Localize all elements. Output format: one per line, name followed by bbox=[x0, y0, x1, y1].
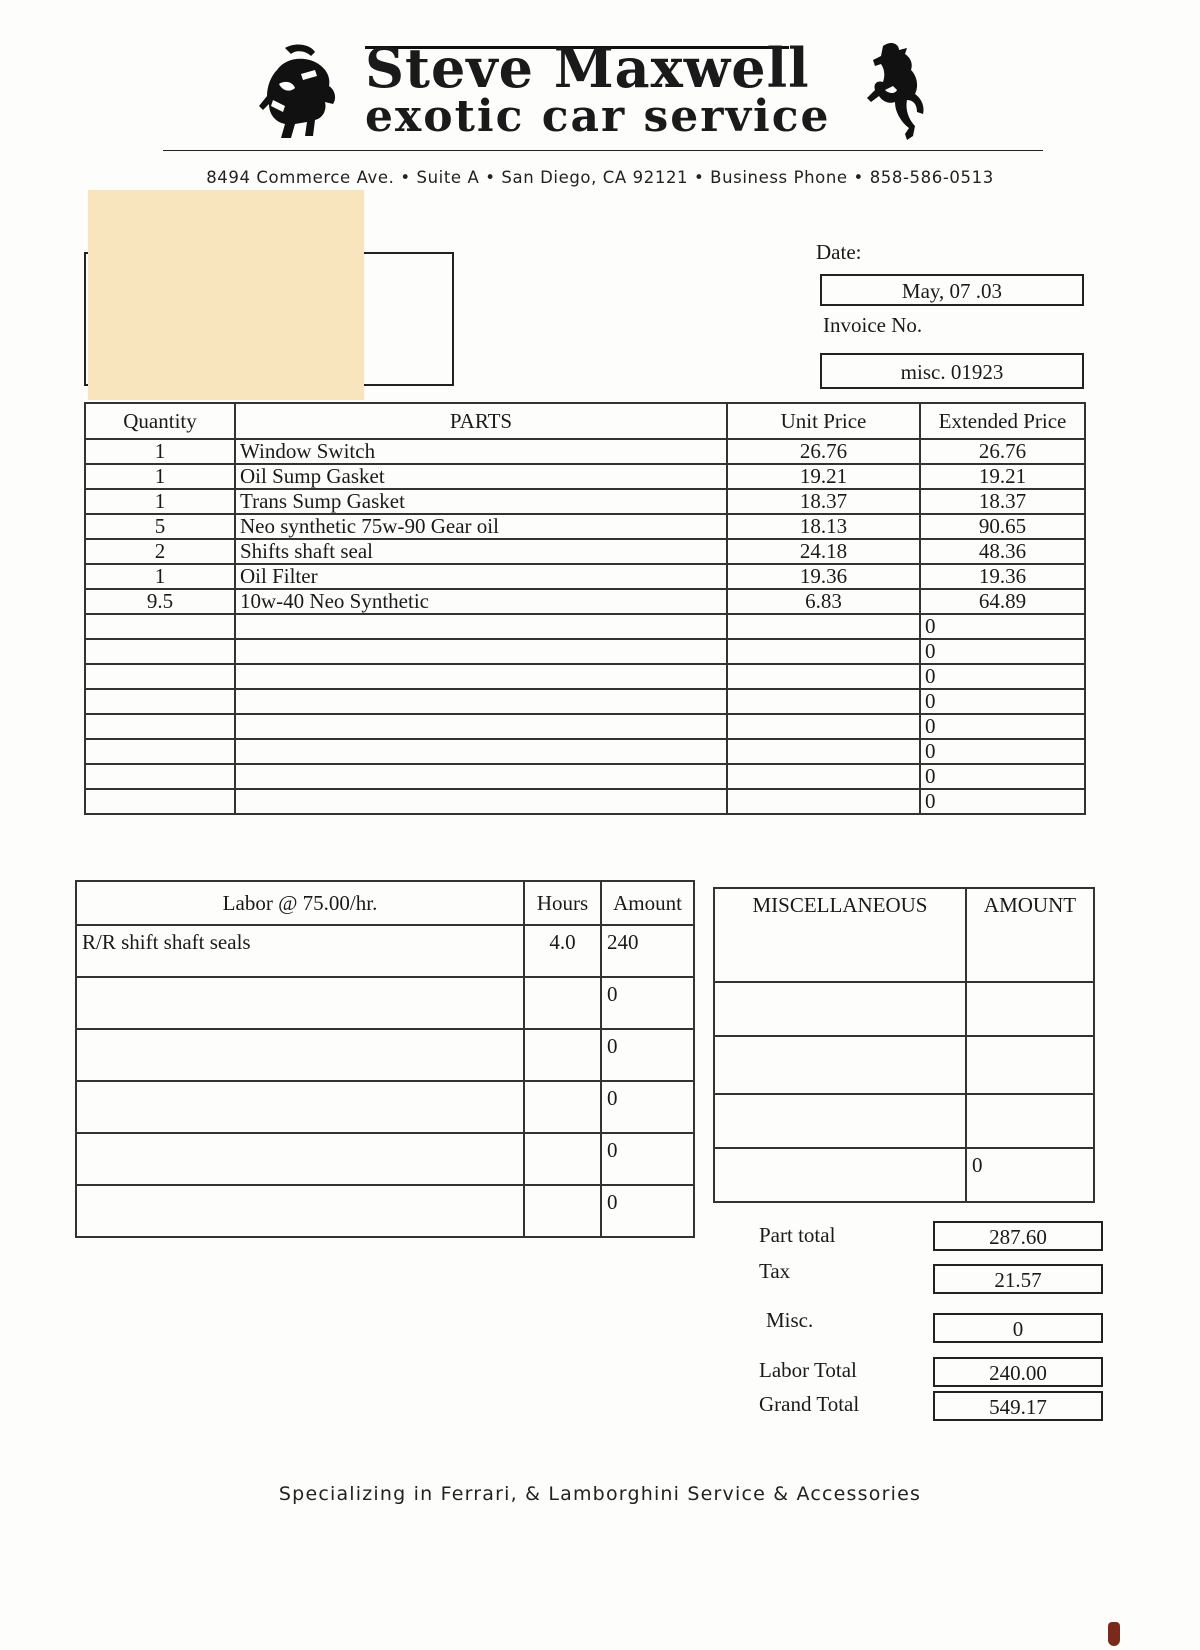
unit-price-cell bbox=[727, 764, 920, 789]
labor-total-field: 240.00 bbox=[933, 1357, 1103, 1387]
labor-header-row bbox=[76, 881, 694, 925]
qty-cell: 9.5 bbox=[85, 589, 235, 614]
ext-price-cell: 0 bbox=[920, 639, 1085, 664]
table-row bbox=[85, 664, 1085, 689]
table-row bbox=[714, 1094, 1094, 1148]
header-rule bbox=[163, 150, 1043, 151]
labor-desc-cell bbox=[76, 1185, 524, 1237]
amount-cell: 0 bbox=[601, 1029, 694, 1081]
qty-cell: 1 bbox=[85, 439, 235, 464]
labor-desc-cell bbox=[76, 1133, 524, 1185]
qty-cell: 2 bbox=[85, 539, 235, 564]
qty-cell bbox=[85, 789, 235, 814]
table-row bbox=[76, 1081, 694, 1133]
date-label: Date: bbox=[816, 240, 862, 264]
qty-cell: 1 bbox=[85, 564, 235, 589]
invoice-number-label: Invoice No. bbox=[823, 313, 923, 337]
ext-price-cell: 19.21 bbox=[920, 464, 1085, 489]
table-row bbox=[85, 514, 1085, 539]
part-cell: Oil Sump Gasket bbox=[235, 464, 727, 489]
ext-price-cell: 90.65 bbox=[920, 514, 1085, 539]
table-row bbox=[76, 1185, 694, 1237]
part-cell bbox=[235, 764, 727, 789]
qty-cell bbox=[85, 689, 235, 714]
miscellaneous-table bbox=[713, 887, 1095, 1203]
date-field: May, 07 .03 bbox=[820, 274, 1084, 306]
labor-desc-cell: R/R shift shaft seals bbox=[76, 925, 524, 977]
part-cell bbox=[235, 789, 727, 814]
part-cell: Neo synthetic 75w-90 Gear oil bbox=[235, 514, 727, 539]
ext-price-cell: 0 bbox=[920, 714, 1085, 739]
misc-header-row bbox=[714, 888, 1094, 982]
business-address: 8494 Commerce Ave. • Suite A • San Diego, CA 92121 • Business Phone • 858-586-0513 bbox=[206, 168, 994, 187]
amount-cell: 0 bbox=[601, 1081, 694, 1133]
part-cell bbox=[235, 714, 727, 739]
table-row bbox=[76, 977, 694, 1029]
invoice-number-field: misc. 01923 bbox=[820, 353, 1084, 389]
unit-price-cell bbox=[727, 739, 920, 764]
unit-price-cell: 18.37 bbox=[727, 489, 920, 514]
hours-cell: 4.0 bbox=[524, 925, 601, 977]
ferrari-prancing-horse-icon bbox=[865, 40, 935, 145]
table-row bbox=[76, 1133, 694, 1185]
amount-cell: 240 bbox=[601, 925, 694, 977]
table-row bbox=[76, 925, 694, 977]
footer-specialization: Specializing in Ferrari, & Lamborghini Service & Accessories bbox=[278, 1483, 922, 1505]
part-total-label: Part total bbox=[759, 1223, 836, 1247]
table-row bbox=[85, 589, 1085, 614]
part-cell: 10w-40 Neo Synthetic bbox=[235, 589, 727, 614]
table-row bbox=[85, 564, 1085, 589]
unit-price-cell bbox=[727, 714, 920, 739]
unit-price-cell bbox=[727, 664, 920, 689]
grand-total-label: Grand Total bbox=[759, 1392, 860, 1416]
table-row bbox=[85, 739, 1085, 764]
unit-price-cell: 6.83 bbox=[727, 589, 920, 614]
hours-cell bbox=[524, 1185, 601, 1237]
qty-cell bbox=[85, 764, 235, 789]
ext-price-cell: 48.36 bbox=[920, 539, 1085, 564]
labor-desc-cell bbox=[76, 1029, 524, 1081]
part-total-field: 287.60 bbox=[933, 1221, 1103, 1251]
parts-header-row bbox=[85, 403, 1085, 439]
unit-price-cell bbox=[727, 689, 920, 714]
hours-cell bbox=[524, 1029, 601, 1081]
paper-stain bbox=[1108, 1622, 1120, 1646]
part-cell bbox=[235, 664, 727, 689]
sticky-note-redaction bbox=[88, 190, 364, 400]
misc-desc-cell bbox=[714, 1094, 966, 1148]
qty-cell bbox=[85, 639, 235, 664]
misc-total-field: 0 bbox=[933, 1313, 1103, 1343]
col-header-labor: Labor @ 75.00/hr. bbox=[76, 881, 524, 925]
part-cell: Trans Sump Gasket bbox=[235, 489, 727, 514]
qty-cell bbox=[85, 614, 235, 639]
ext-price-cell: 0 bbox=[920, 664, 1085, 689]
part-cell: Shifts shaft seal bbox=[235, 539, 727, 564]
unit-price-cell bbox=[727, 614, 920, 639]
ext-price-cell: 26.76 bbox=[920, 439, 1085, 464]
table-row bbox=[85, 764, 1085, 789]
unit-price-cell: 18.13 bbox=[727, 514, 920, 539]
col-header-quantity: Quantity bbox=[85, 403, 235, 439]
labor-desc-cell bbox=[76, 1081, 524, 1133]
table-row bbox=[714, 1148, 1094, 1202]
misc-amount-cell bbox=[966, 1036, 1094, 1094]
tax-label: Tax bbox=[759, 1259, 791, 1283]
qty-cell: 1 bbox=[85, 464, 235, 489]
table-row bbox=[85, 614, 1085, 639]
table-row bbox=[85, 439, 1085, 464]
amount-cell: 0 bbox=[601, 1133, 694, 1185]
misc-desc-cell bbox=[714, 1148, 966, 1202]
qty-cell: 5 bbox=[85, 514, 235, 539]
col-header-misc-amount: AMOUNT bbox=[966, 888, 1094, 982]
table-row bbox=[85, 689, 1085, 714]
unit-price-cell bbox=[727, 789, 920, 814]
part-cell bbox=[235, 739, 727, 764]
table-row bbox=[85, 464, 1085, 489]
amount-cell: 0 bbox=[601, 1185, 694, 1237]
parts-table bbox=[84, 402, 1086, 815]
col-header-amount: Amount bbox=[601, 881, 694, 925]
misc-desc-cell bbox=[714, 1036, 966, 1094]
labor-total-label: Labor Total bbox=[759, 1358, 857, 1382]
table-row bbox=[85, 489, 1085, 514]
business-name: Steve Maxwell bbox=[365, 36, 810, 100]
col-header-parts: PARTS bbox=[235, 403, 727, 439]
unit-price-cell: 19.36 bbox=[727, 564, 920, 589]
table-row bbox=[85, 539, 1085, 564]
ext-price-cell: 64.89 bbox=[920, 589, 1085, 614]
part-cell: Oil Filter bbox=[235, 564, 727, 589]
qty-cell: 1 bbox=[85, 489, 235, 514]
table-row bbox=[76, 1029, 694, 1081]
qty-cell bbox=[85, 739, 235, 764]
misc-amount-cell bbox=[966, 1094, 1094, 1148]
ext-price-cell: 0 bbox=[920, 739, 1085, 764]
col-header-hours: Hours bbox=[524, 881, 601, 925]
labor-table bbox=[75, 880, 695, 1238]
ext-price-cell: 0 bbox=[920, 614, 1085, 639]
hours-cell bbox=[524, 1133, 601, 1185]
misc-amount-cell: 0 bbox=[966, 1148, 1094, 1202]
labor-desc-cell bbox=[76, 977, 524, 1029]
table-row bbox=[714, 982, 1094, 1036]
part-cell bbox=[235, 689, 727, 714]
ext-price-cell: 18.37 bbox=[920, 489, 1085, 514]
unit-price-cell: 19.21 bbox=[727, 464, 920, 489]
business-tagline: exotic car service bbox=[365, 91, 831, 142]
lamborghini-bull-icon bbox=[255, 40, 340, 140]
misc-total-label: Misc. bbox=[766, 1308, 814, 1332]
qty-cell bbox=[85, 714, 235, 739]
table-row bbox=[85, 789, 1085, 814]
hours-cell bbox=[524, 1081, 601, 1133]
tax-field: 21.57 bbox=[933, 1264, 1103, 1294]
table-row bbox=[85, 714, 1085, 739]
misc-desc-cell bbox=[714, 982, 966, 1036]
ext-price-cell: 0 bbox=[920, 689, 1085, 714]
table-row bbox=[714, 1036, 1094, 1094]
unit-price-cell bbox=[727, 639, 920, 664]
unit-price-cell: 24.18 bbox=[727, 539, 920, 564]
part-cell bbox=[235, 639, 727, 664]
part-cell: Window Switch bbox=[235, 439, 727, 464]
qty-cell bbox=[85, 664, 235, 689]
amount-cell: 0 bbox=[601, 977, 694, 1029]
ext-price-cell: 0 bbox=[920, 789, 1085, 814]
unit-price-cell: 26.76 bbox=[727, 439, 920, 464]
col-header-miscellaneous: MISCELLANEOUS bbox=[714, 888, 966, 982]
hours-cell bbox=[524, 977, 601, 1029]
col-header-unit-price: Unit Price bbox=[727, 403, 920, 439]
ext-price-cell: 19.36 bbox=[920, 564, 1085, 589]
misc-amount-cell bbox=[966, 982, 1094, 1036]
part-cell bbox=[235, 614, 727, 639]
ext-price-cell: 0 bbox=[920, 764, 1085, 789]
table-row bbox=[85, 639, 1085, 664]
grand-total-field: 549.17 bbox=[933, 1391, 1103, 1421]
col-header-extended-price: Extended Price bbox=[920, 403, 1085, 439]
